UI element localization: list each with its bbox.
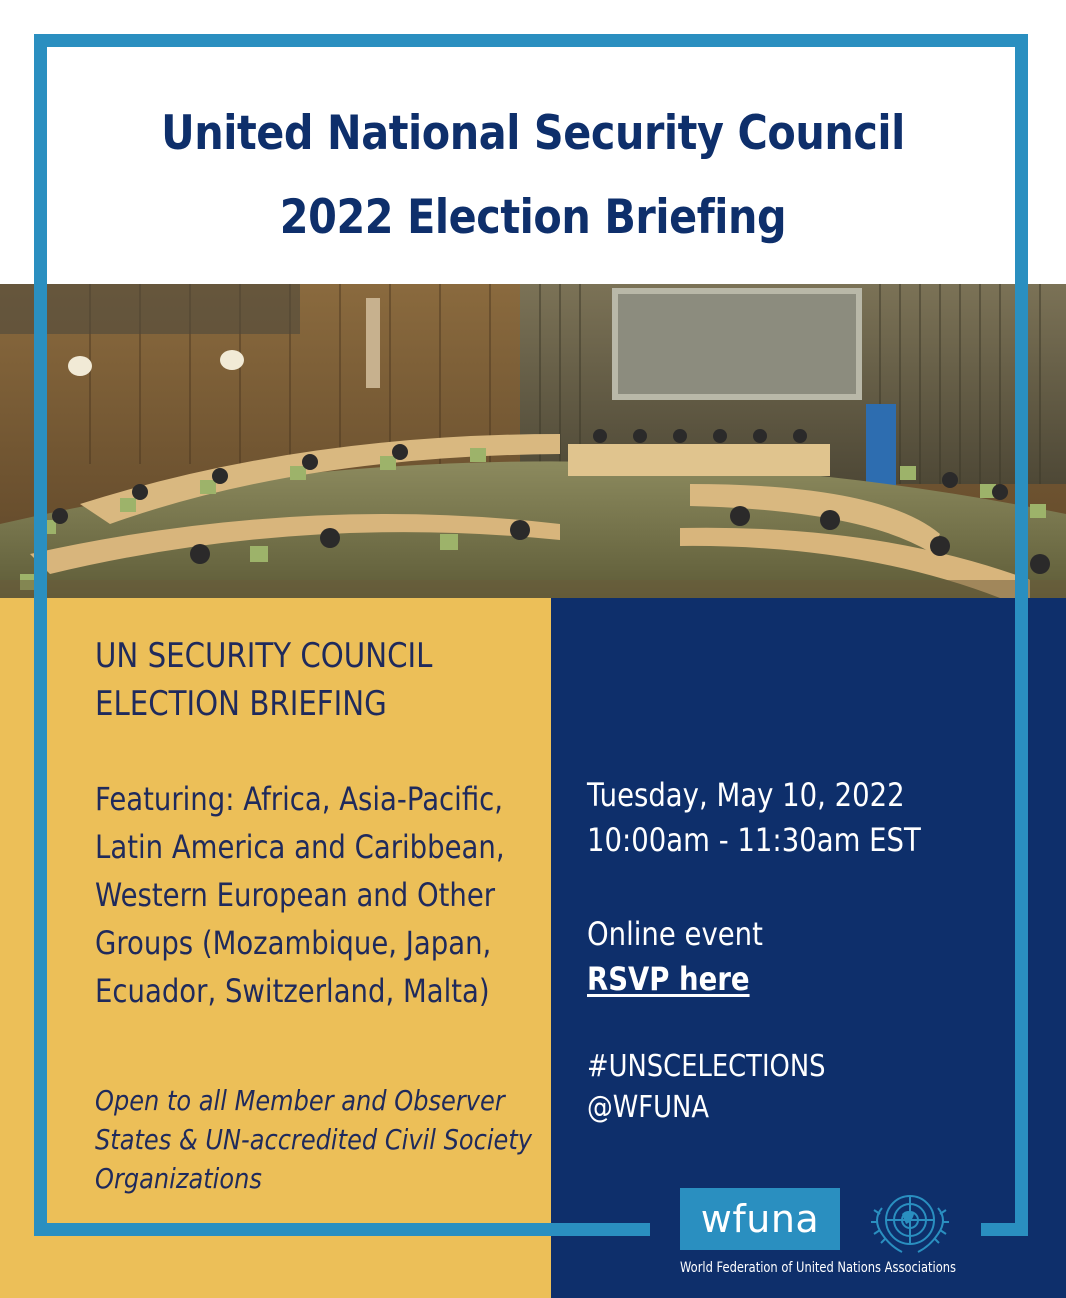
featuring-text: Featuring: Africa, Asia-Pacific, Latin America and Caribbean, Western European and Other Groups (Mozambique, Japan, Ecuador, Switzerland, Malta)	[95, 780, 505, 1010]
eligibility-text: Open to all Member and Observer States & UN-accredited Civil Society Organizations	[95, 1084, 533, 1195]
council-chamber-photo	[0, 284, 1066, 598]
event-time: 10:00am - 11:30am EST	[587, 821, 921, 859]
social-block	[587, 1046, 826, 1128]
event-heading-line-2: ELECTION BRIEFING	[95, 684, 387, 724]
title-line-1: United National Security Council	[161, 106, 905, 161]
logo-caption: World Federation of United Nations Associations	[680, 1260, 957, 1276]
twitter-handle: @WFUNA	[587, 1090, 709, 1125]
chamber-illustration	[0, 284, 1066, 598]
page-title	[64, 92, 1002, 260]
frame-border-top	[34, 34, 1028, 47]
title-line-2: 2022 Election Briefing	[279, 190, 787, 245]
event-date: Tuesday, May 10, 2022	[587, 776, 905, 814]
frame-border-bottom-right	[981, 1223, 1028, 1236]
un-emblem-icon	[862, 1178, 958, 1262]
wfuna-logo: wfuna	[680, 1188, 840, 1250]
online-event-label: Online event	[587, 915, 763, 953]
frame-border-bottom-left	[34, 1223, 650, 1236]
frame-border-left	[34, 34, 47, 1236]
rsvp-link[interactable]: RSVP here	[587, 960, 750, 998]
hashtag: #UNSCELECTIONS	[587, 1049, 826, 1084]
date-time-block	[587, 773, 921, 863]
online-block	[587, 912, 763, 1002]
frame-border-right	[1015, 34, 1028, 1236]
event-heading-line-1: UN SECURITY COUNCIL	[95, 636, 433, 676]
event-heading	[95, 632, 432, 728]
